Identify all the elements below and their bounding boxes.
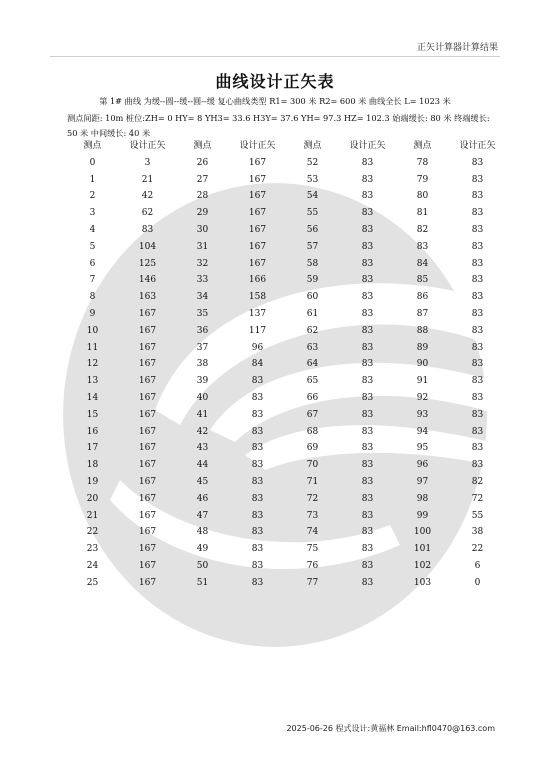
versine-value-cell: 83 [471,308,484,319]
point-number-cell: 55 [306,208,319,219]
versine-value-cell: 167 [138,510,157,521]
point-number-cell: 95 [416,443,429,454]
table-header-row [65,138,505,155]
point-number-cell: 60 [306,292,319,303]
point-number-cell: 80 [416,191,429,202]
table-row [65,457,505,474]
table-row [65,508,505,525]
versine-value-cell: 83 [361,426,374,437]
point-number-cell: 56 [306,224,319,235]
versine-value-cell: 96 [251,342,264,353]
versine-value-cell: 83 [361,493,374,504]
point-number-cell: 48 [196,527,209,538]
point-number-cell: 13 [86,376,99,387]
versine-value-cell: 104 [138,241,157,252]
versine-value-cell: 167 [138,359,157,370]
table-row [65,440,505,457]
point-number-cell: 26 [196,157,209,168]
versine-value-cell: 83 [361,376,374,387]
point-number-cell: 92 [416,392,429,403]
versine-value-cell: 83 [251,426,264,437]
versine-value-cell: 83 [361,258,374,269]
versine-value-cell: 83 [471,224,484,235]
point-number-cell: 83 [416,241,429,252]
versine-value-cell: 117 [248,325,267,336]
versine-value-cell: 167 [138,426,157,437]
point-number-cell: 103 [413,577,432,588]
point-number-cell: 30 [196,224,209,235]
table-row [65,172,505,189]
versine-value-cell: 83 [361,544,374,555]
point-number-cell: 28 [196,191,209,202]
point-number-cell: 32 [196,258,209,269]
versine-value-cell: 83 [361,241,374,252]
versine-value-cell: 83 [251,577,264,588]
versine-table [65,138,505,592]
versine-value-cell: 83 [251,460,264,471]
point-number-cell: 65 [306,376,319,387]
versine-value-cell: 167 [138,544,157,555]
point-number-cell: 64 [306,359,319,370]
point-number-cell: 38 [196,359,209,370]
point-number-cell: 57 [306,241,319,252]
point-number-cell: 33 [196,275,209,286]
versine-value-cell: 83 [361,409,374,420]
versine-value-cell: 83 [251,510,264,521]
versine-value-cell: 83 [361,577,374,588]
table-row [65,541,505,558]
point-number-cell: 71 [306,476,319,487]
table-row [65,323,505,340]
column-header-versine: 设计正矢 [129,141,166,151]
point-number-cell: 102 [413,560,432,571]
versine-value-cell: 167 [138,342,157,353]
table-row [65,491,505,508]
versine-value-cell: 163 [138,292,157,303]
versine-value-cell: 83 [141,224,154,235]
versine-value-cell: 167 [138,527,157,538]
versine-value-cell: 167 [248,157,267,168]
column-header-point: 测点 [413,141,432,151]
point-number-cell: 82 [416,224,429,235]
versine-value-cell: 83 [361,460,374,471]
versine-value-cell: 6 [474,560,481,571]
point-number-cell: 51 [196,577,209,588]
table-row [65,558,505,575]
versine-value-cell: 83 [361,292,374,303]
versine-value-cell: 167 [248,241,267,252]
table-row [65,289,505,306]
point-number-cell: 24 [86,560,99,571]
column-header-versine: 设计正矢 [239,141,276,151]
versine-value-cell: 83 [251,376,264,387]
versine-value-cell: 167 [138,476,157,487]
versine-value-cell: 42 [141,191,154,202]
table-row [65,474,505,491]
versine-value-cell: 83 [471,275,484,286]
point-number-cell: 3 [89,208,96,219]
point-number-cell: 88 [416,325,429,336]
versine-value-cell: 167 [138,308,157,319]
versine-value-cell: 158 [248,292,267,303]
versine-value-cell: 167 [138,577,157,588]
versine-value-cell: 83 [471,191,484,202]
column-header-point: 测点 [83,141,102,151]
point-number-cell: 16 [86,426,99,437]
versine-value-cell: 83 [251,493,264,504]
versine-value-cell: 83 [361,157,374,168]
versine-value-cell: 83 [471,342,484,353]
versine-value-cell: 83 [361,510,374,521]
table-row [65,205,505,222]
point-number-cell: 0 [89,157,96,168]
point-number-cell: 90 [416,359,429,370]
point-number-cell: 20 [86,493,99,504]
versine-value-cell: 83 [471,392,484,403]
point-number-cell: 74 [306,527,319,538]
point-number-cell: 42 [196,426,209,437]
point-number-cell: 79 [416,174,429,185]
point-number-cell: 29 [196,208,209,219]
point-number-cell: 10 [86,325,99,336]
table-row [65,390,505,407]
table-row [65,373,505,390]
point-number-cell: 2 [89,191,96,202]
header-document-label: 正矢计算器计算结果 [416,43,498,53]
curve-parameters-line: 第 1# 曲线 为缓--圆--缓--圆--缓 复心曲线类型 R1= 300 米 R2= 600 米 曲线全长 L= 1023 米 [99,96,451,106]
point-number-cell: 12 [86,359,99,370]
point-number-cell: 58 [306,258,319,269]
versine-value-cell: 83 [361,325,374,336]
point-number-cell: 99 [416,510,429,521]
point-number-cell: 19 [86,476,99,487]
table-row [65,155,505,172]
versine-value-cell: 83 [471,443,484,454]
column-header-point: 测点 [193,141,212,151]
versine-value-cell: 83 [361,527,374,538]
versine-value-cell: 83 [361,191,374,202]
point-number-cell: 47 [196,510,209,521]
versine-value-cell: 83 [361,392,374,403]
point-number-cell: 81 [416,208,429,219]
versine-value-cell: 83 [471,409,484,420]
table-row [65,272,505,289]
table-row [65,356,505,373]
point-number-cell: 37 [196,342,209,353]
versine-value-cell: 167 [138,443,157,454]
versine-value-cell: 167 [138,493,157,504]
point-number-cell: 35 [196,308,209,319]
point-number-cell: 72 [306,493,319,504]
table-body [65,155,505,592]
point-number-cell: 59 [306,275,319,286]
point-number-cell: 9 [89,308,96,319]
table-row [65,524,505,541]
column-header-versine: 设计正矢 [459,141,496,151]
point-number-cell: 100 [413,527,432,538]
table-row [65,424,505,441]
point-number-cell: 62 [306,325,319,336]
versine-value-cell: 82 [471,476,484,487]
point-number-cell: 18 [86,460,99,471]
versine-value-cell: 83 [251,527,264,538]
point-number-cell: 15 [86,409,99,420]
point-number-cell: 5 [89,241,96,252]
point-number-cell: 43 [196,443,209,454]
table-row [65,575,505,592]
point-number-cell: 17 [86,443,99,454]
point-number-cell: 89 [416,342,429,353]
versine-value-cell: 83 [471,376,484,387]
versine-value-cell: 55 [471,510,484,521]
point-number-cell: 21 [86,510,99,521]
point-number-cell: 46 [196,493,209,504]
point-number-cell: 54 [306,191,319,202]
versine-value-cell: 0 [474,577,481,588]
point-number-cell: 8 [89,292,96,303]
versine-value-cell: 83 [361,560,374,571]
versine-value-cell: 83 [471,359,484,370]
point-number-cell: 45 [196,476,209,487]
versine-value-cell: 166 [248,275,267,286]
point-number-cell: 61 [306,308,319,319]
versine-value-cell: 167 [138,325,157,336]
table-row [65,239,505,256]
point-number-cell: 73 [306,510,319,521]
point-number-cell: 14 [86,392,99,403]
point-number-cell: 27 [196,174,209,185]
point-number-cell: 34 [196,292,209,303]
point-number-cell: 25 [86,577,99,588]
versine-value-cell: 167 [138,376,157,387]
versine-value-cell: 167 [138,560,157,571]
versine-value-cell: 38 [471,527,484,538]
versine-value-cell: 83 [251,392,264,403]
versine-value-cell: 22 [471,544,484,555]
versine-value-cell: 83 [251,544,264,555]
point-number-cell: 41 [196,409,209,420]
versine-value-cell: 83 [471,174,484,185]
versine-value-cell: 83 [361,342,374,353]
versine-value-cell: 83 [361,275,374,286]
point-number-cell: 39 [196,376,209,387]
versine-value-cell: 83 [471,460,484,471]
point-number-cell: 97 [416,476,429,487]
versine-value-cell: 167 [248,258,267,269]
page-title: 曲线设计正矢表 [215,72,335,91]
point-number-cell: 70 [306,460,319,471]
table-row [65,306,505,323]
versine-value-cell: 84 [251,359,264,370]
column-header-point: 测点 [303,141,322,151]
table-row [65,188,505,205]
point-number-cell: 23 [86,544,99,555]
point-number-cell: 40 [196,392,209,403]
versine-value-cell: 83 [471,208,484,219]
versine-value-cell: 83 [361,174,374,185]
footer-credit: 2025-06-26 程式设计:黄福林 Email:hfl0470@163.com [286,724,495,733]
versine-value-cell: 83 [471,157,484,168]
point-number-cell: 7 [89,275,96,286]
point-number-cell: 94 [416,426,429,437]
point-number-cell: 75 [306,544,319,555]
point-number-cell: 76 [306,560,319,571]
point-number-cell: 36 [196,325,209,336]
point-number-cell: 53 [306,174,319,185]
table-row [65,340,505,357]
table-row [65,256,505,273]
point-number-cell: 63 [306,342,319,353]
point-number-cell: 52 [306,157,319,168]
point-number-cell: 87 [416,308,429,319]
versine-value-cell: 3 [144,157,151,168]
point-number-cell: 91 [416,376,429,387]
versine-value-cell: 83 [361,443,374,454]
versine-value-cell: 137 [248,308,267,319]
versine-value-cell: 167 [248,174,267,185]
header-divider [50,56,500,57]
point-number-cell: 85 [416,275,429,286]
point-number-cell: 67 [306,409,319,420]
point-number-cell: 22 [86,527,99,538]
versine-value-cell: 83 [471,292,484,303]
versine-value-cell: 83 [251,476,264,487]
versine-value-cell: 83 [471,241,484,252]
point-number-cell: 31 [196,241,209,252]
versine-value-cell: 167 [138,409,157,420]
point-number-cell: 50 [196,560,209,571]
point-number-cell: 44 [196,460,209,471]
versine-value-cell: 167 [248,191,267,202]
versine-value-cell: 83 [361,476,374,487]
versine-value-cell: 83 [361,359,374,370]
point-number-cell: 98 [416,493,429,504]
versine-value-cell: 125 [138,258,157,269]
table-row [65,407,505,424]
versine-value-cell: 167 [138,392,157,403]
point-number-cell: 1 [89,174,96,185]
versine-value-cell: 83 [471,325,484,336]
column-header-versine: 设计正矢 [349,141,386,151]
point-number-cell: 6 [89,258,96,269]
point-number-cell: 49 [196,544,209,555]
versine-value-cell: 146 [138,275,157,286]
versine-value-cell: 83 [251,409,264,420]
point-number-cell: 78 [416,157,429,168]
point-number-cell: 11 [86,342,99,353]
table-row [65,222,505,239]
point-number-cell: 69 [306,443,319,454]
versine-value-cell: 83 [251,443,264,454]
versine-value-cell: 83 [361,224,374,235]
versine-value-cell: 167 [248,208,267,219]
curve-stake-info: 测点间距: 10m 桩位:ZH= 0 HY= 8 YH3= 33.6 H3Y= 37.6 YH= 97.3 HZ= 102.3 始端缓长: 80 米 终端缓长: 50 米 中间缓长: 40 米 [67,113,490,138]
versine-value-cell: 83 [361,308,374,319]
versine-value-cell: 21 [141,174,154,185]
versine-value-cell: 83 [251,560,264,571]
versine-value-cell: 62 [141,208,154,219]
point-number-cell: 84 [416,258,429,269]
point-number-cell: 101 [413,544,432,555]
versine-value-cell: 167 [248,224,267,235]
point-number-cell: 96 [416,460,429,471]
point-number-cell: 4 [89,224,96,235]
point-number-cell: 93 [416,409,429,420]
point-number-cell: 68 [306,426,319,437]
point-number-cell: 86 [416,292,429,303]
versine-value-cell: 83 [471,258,484,269]
versine-value-cell: 72 [471,493,484,504]
point-number-cell: 77 [306,577,319,588]
versine-value-cell: 167 [138,460,157,471]
versine-value-cell: 83 [471,426,484,437]
versine-value-cell: 83 [361,208,374,219]
point-number-cell: 66 [306,392,319,403]
